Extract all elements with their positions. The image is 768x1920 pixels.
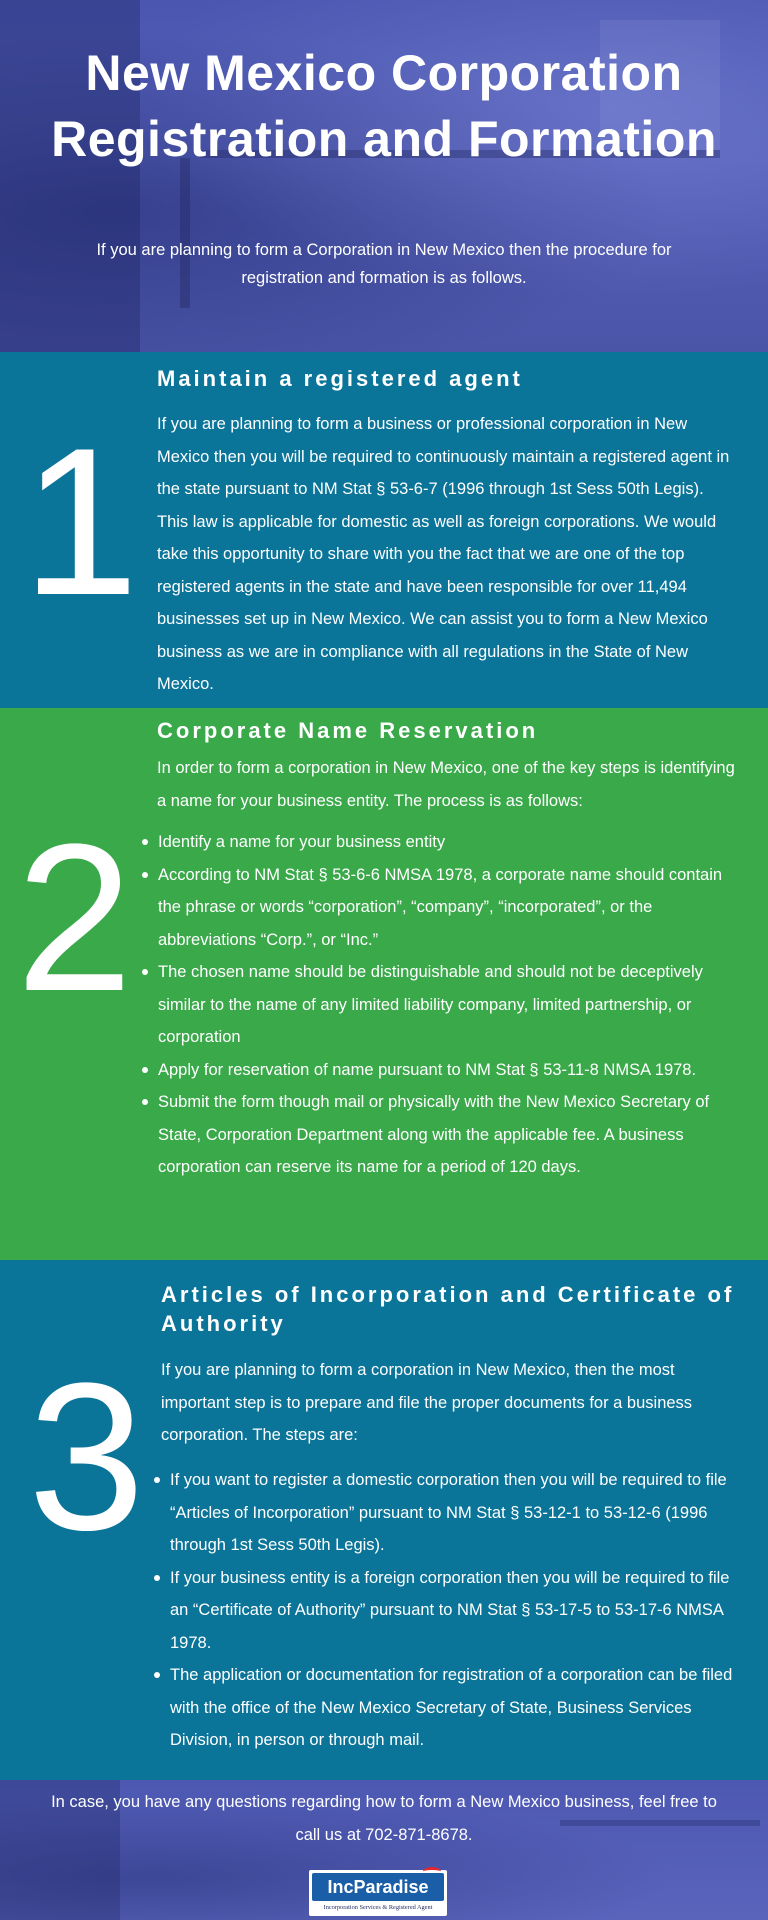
header-banner: [0, 0, 768, 352]
list-item: Identify a name for your business entity: [140, 826, 730, 859]
list-item: If you want to register a domestic corporation then you will be required to file “Articles of Incorporation” pursuant to NM Stat § 53-12-1 to 53-12-6 (1996 through 1st Sess 50th Legis).: [152, 1464, 742, 1562]
intro-text: If you are planning to form a Corporation in New Mexico then the procedure for registration and formation is as follows.: [96, 241, 672, 287]
list-item: According to NM Stat § 53-6-6 NMSA 1978, a corporate name should contain the phrase or words “corporation”, “company”, “incorporated”, or the abbreviations “Corp.”, or “Inc.”: [140, 859, 730, 957]
list-item: Submit the form though mail or physically with the New Mexico Secretary of State, Corporation Department along with the applicable fee. A business corporation can reserve its name for a period of 120 days.: [140, 1086, 730, 1184]
page-title: New Mexico Corporation Registration and Formation: [51, 45, 717, 167]
list-item: The application or documentation for registration of a corporation can be filed with the office of the New Mexico Secretary of State, Business Services Division, in person or through mail.: [152, 1659, 742, 1757]
step-2-section: [0, 708, 768, 1260]
step-paragraph: If you are planning to form a corporation in New Mexico, then the most important step is to prepare and file the proper documents for a business corporation. The steps are:: [161, 1361, 693, 1444]
list-item: Apply for reservation of name pursuant to NM Stat § 53-11-8 NMSA 1978.: [140, 1054, 730, 1087]
step-3-section: [0, 1260, 768, 1780]
footer-banner: [0, 1780, 768, 1920]
logo-tagline: Incorporation Services & Registered Agent: [323, 1904, 433, 1911]
step-bullet-list: [140, 826, 730, 1184]
logo-wordmark: IncParadise: [312, 1873, 444, 1901]
logo-swoosh-icon: [423, 1867, 441, 1876]
list-item: The chosen name should be distinguishable and should not be deceptively similar to the name of any limited liability company, limited partnership, or corporation: [140, 956, 730, 1054]
incparadise-logo[interactable]: [309, 1870, 447, 1916]
step-title: Articles of Incorporation and Certificate of Authority: [161, 1282, 735, 1336]
step-paragraph: In order to form a corporation in New Mexico, one of the key steps is identifying a name for your business entity. The process is as follows:: [157, 759, 735, 810]
step-bullet-list: [152, 1464, 742, 1757]
footer-contact-text: In case, you have any questions regarding how to form a New Mexico business, feel free to call us at 702-871-8678.: [51, 1793, 717, 1844]
step-title: Maintain a registered agent: [157, 366, 523, 391]
list-item: If your business entity is a foreign corporation then you will be required to file an “Certificate of Authority” pursuant to NM Stat § 53-17-5 to 53-17-6 NMSA 1978.: [152, 1562, 742, 1660]
step-number: 1: [22, 404, 139, 639]
step-paragraph: If you are planning to form a business or professional corporation in New Mexico then you will be required to continuously maintain a registered agent in the state pursuant to NM Stat § 53-6-7 (1996 through 1st Sess 50th Legis). This law is applicable for domestic as well as foreign corporations. We would take this opportunity to share with you the fact that we are one of the top registered agents in the state and have been responsible for over 11,494 businesses set up in New Mexico. We can assist you to form a New Mexico business as we are in compliance with all regulations in the State of New Mexico.: [157, 415, 730, 693]
step-title: Corporate Name Reservation: [157, 718, 539, 743]
step-number: 3: [28, 1339, 145, 1574]
step-1-section: [0, 352, 768, 708]
step-number: 2: [16, 800, 133, 1035]
